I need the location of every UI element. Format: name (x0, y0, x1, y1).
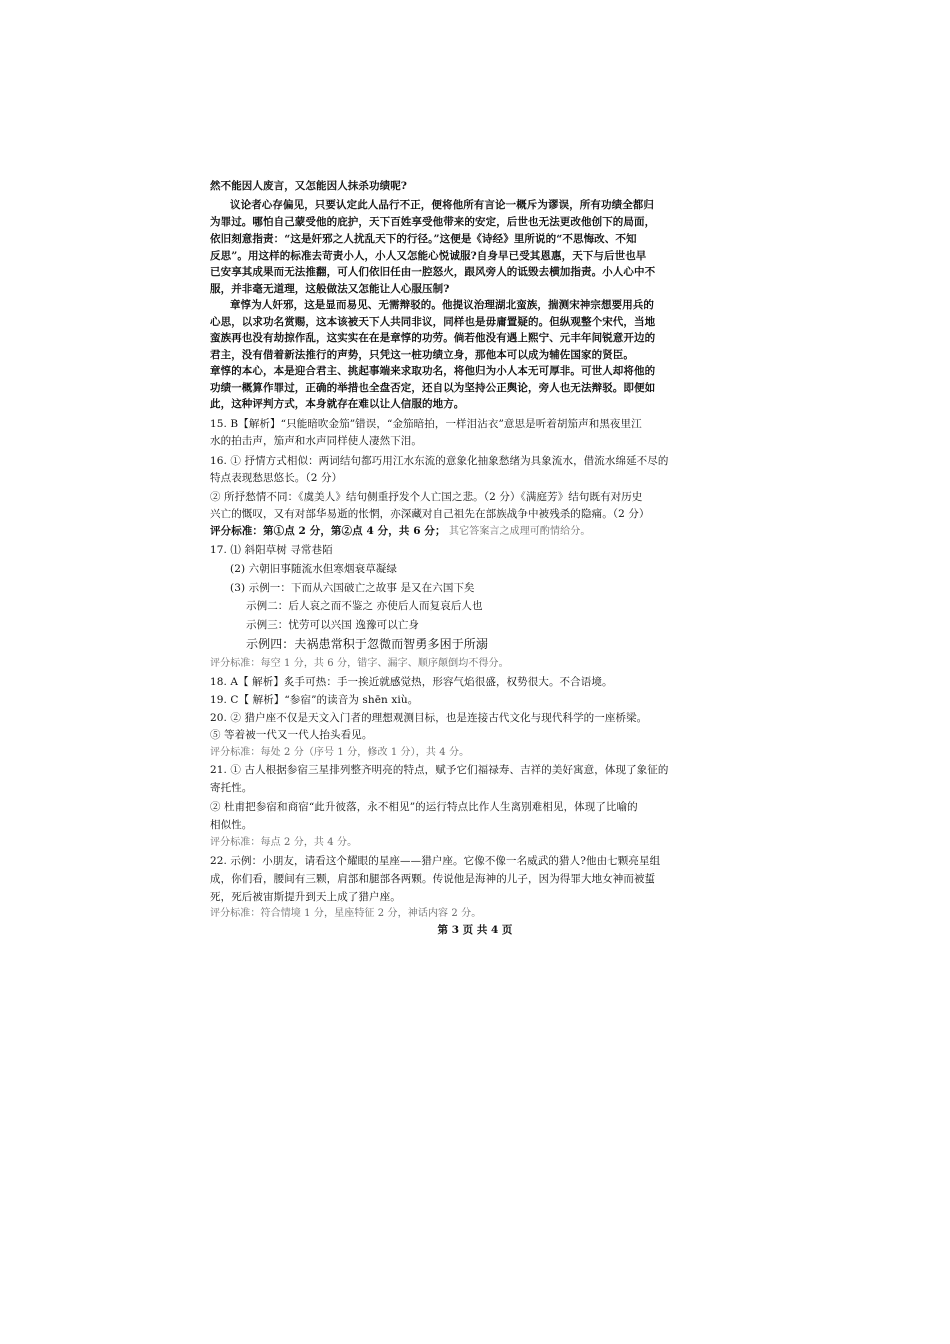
text-line: 反思”。用这样的标准去苛责小人，小人又怎能心悦诚服?自身早已受其恩惠，天下与后世也早 (210, 250, 647, 262)
answer-20: 20. ② 猎户座不仅是天文入门者的理想观测目标，也是连接古代文化与现代科学的一座桥梁。 (210, 712, 648, 724)
text-line: 心思，以求功名赏赐，这本该被天下人共同非议，同样也是毋庸置疑的。但纵观整个宋代，当地 (210, 316, 656, 328)
text-line: 示例二：后人哀之而不鉴之 亦使后人而复哀后人也 (246, 600, 483, 612)
text-line: (3) 示例一：下而从六国破亡之故事 是又在六国下矣 (230, 582, 475, 594)
text-line: 死，死后被宙斯提升到天上成了猎户座。 (210, 891, 401, 903)
text-line: ② 所抒愁情不同：《虞美人》结句侧重抒发个人亡国之悲。（2 分）《满庭芳》结句既有对历史 (210, 491, 643, 503)
text-line: 依旧刻意指责：“这是奸邪之人扰乱天下的行径。”这便是《诗经》里所说的“不思悔改、不知 (210, 233, 637, 245)
answer-15: 15. B【解析】“只能暗吹金笳”错误，“金笳暗拍，一样泪沾衣”意思是听着胡笳声和黑夜里江 (210, 418, 642, 430)
text-line: 君主，没有借着新法推行的声势，只凭这一桩功绩立身，那他本可以成为辅佐国家的贤臣。 (210, 349, 634, 361)
text-line: (2) 六朝旧事随流水但寒烟衰草凝绿 (230, 563, 398, 575)
text-line: 蛮族再也没有劫掠作乱，这实实在在是章惇的功劳。倘若他没有遇上熙宁、元丰年间锐意开边的 (210, 332, 656, 344)
answer-17: 17. ⑴ 斜阳草树 寻常巷陌 (210, 544, 333, 556)
text-line: 为罪过。哪怕自己蒙受他的庇护，天下百姓享受他带来的安定，后世也无法更改他创下的局面， (210, 216, 656, 228)
text-line: 成，你们看，腰间有三颗，肩部和腿部各两颗。传说他是海神的儿子，因为得罪大地女神而被蜇 (210, 873, 656, 885)
answer-16: 16. ① 抒情方式相似：两词结句都巧用江水东流的意象化抽象愁绪为具象流水，借流水绵延不尽的 (210, 455, 669, 467)
text-line: ② 杜甫把参宿和商宿“此升彼落，永不相见”的运行特点比作人生离别难相见，体现了比喻的 (210, 801, 638, 813)
answer-21: 21. ① 古人根据参宿三星排列整齐明亮的特点，赋予它们福禄寿、吉祥的美好寓意，体现了象征的 (210, 764, 669, 776)
scoring-main: 评分标准：第①点 2 分，第②点 4 分，共 6 分； (210, 525, 446, 537)
text-line: 特点表现愁思悠长。（2 分） (210, 472, 343, 484)
scoring-standard: 评分标准：符合情境 1 分，星座特征 2 分，神话内容 2 分。 (210, 908, 482, 919)
text-line: 兴亡的慨叹，又有对部华易逝的怅惘，亦深藏对自己祖先在部族战争中被残杀的隐痛。（2 分） (210, 508, 650, 520)
text-line: 功绩一概算作罪过，正确的举措也全盘否定，还自以为坚持公正舆论，旁人也无法辩驳。即便如 (210, 382, 656, 394)
text-line: 示例三：忧劳可以兴国 逸豫可以亡身 (246, 619, 420, 631)
text-line: 然不能因人废言，又怎能因人抹杀功绩呢? (210, 180, 408, 192)
text-line: 服，并非毫无道理，这般做法又怎能让人心服压制? (210, 283, 450, 295)
scoring-standard (210, 523, 740, 540)
scoring-standard: 评分标准：每点 2 分，共 4 分。 (210, 837, 358, 848)
scoring-note: 其它答案言之成理可酌情给分。 (449, 526, 591, 537)
text-line: 议论者心存偏见，只要认定此人品行不正，便将他所有言论一概斥为谬误，所有功绩全都归 (230, 199, 654, 211)
text-line: 相似性。 (210, 819, 253, 831)
text-line: ⑤ 等着被一代又一代人抬头看见。 (210, 729, 373, 741)
scoring-standard: 评分标准：每空 1 分，共 6 分，错字、漏字、顺序颠倒均不得分。 (210, 658, 509, 669)
text-line: 章惇为人奸邪，这是显而易见、无需辩驳的。他提议治理湖北蛮族，揣测宋神宗想要用兵的 (230, 299, 654, 311)
text-line: 章惇的本心，本是迎合君主、挑起事端来求取功名，将他归为小人本无可厚非。可世人却将他的 (210, 365, 656, 377)
page-footer: 第 3 页 共 4 页 (437, 924, 513, 936)
answer-18: 18. A【 解析】炙手可热：手一挨近就感觉热，形容气焰很盛，权势很大。不合语境。 (210, 676, 613, 688)
answer-19: 19. C【 解析】“参宿”的读音为 shēn xiù。 (210, 694, 419, 706)
text-line: 已安享其成果而无法推翻，可人们依旧任由一腔怒火，跟风旁人的诋毁去横加指责。小人心中不 (210, 266, 656, 278)
text-line: 寄托性。 (210, 782, 253, 794)
text-line: 水的拍击声，笳声和水声同样使人凄然下泪。 (210, 435, 422, 447)
answer-22: 22. 示例：小朋友，请看这个耀眼的星座——猎户座。它像不像一名威武的猎人?他由七颗亮星组 (210, 855, 661, 867)
text-line: 示例四：夫祸患常积于忽微而智勇多困于所溺 (246, 637, 489, 651)
scoring-standard: 评分标准：每处 2 分（序号 1 分，修改 1 分），共 4 分。 (210, 747, 470, 758)
text-line: 此，这种评判方式，本身就存在难以让人信服的地方。 (210, 398, 465, 410)
